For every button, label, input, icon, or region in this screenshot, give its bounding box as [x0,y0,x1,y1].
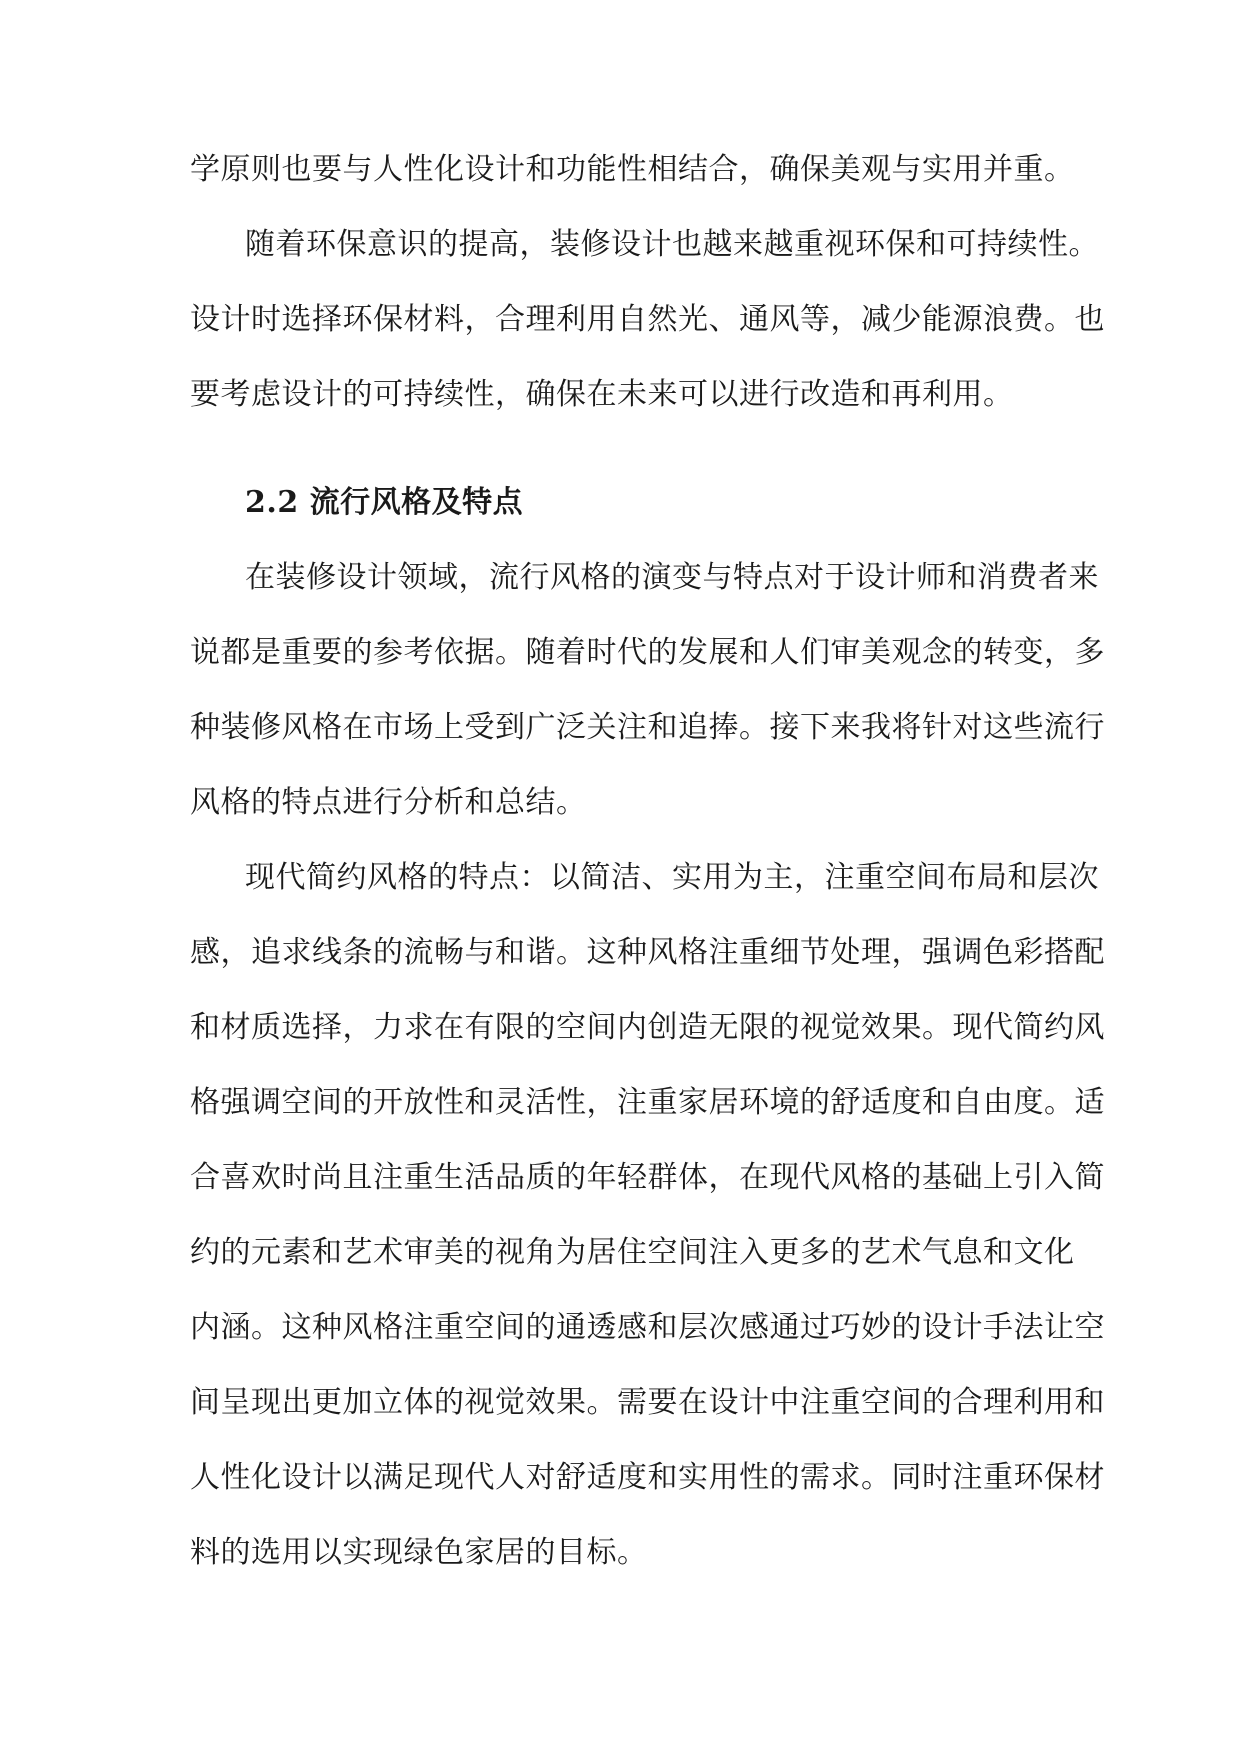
paragraph-line: 设计时选择环保材料，合理利用自然光、通风等，减少能源浪费。也 [190,302,1105,337]
paragraph-line: 人性化设计以满足现代人对舒适度和实用性的需求。同时注重环保材 [190,1460,1105,1495]
paragraph-line: 间呈现出更加立体的视觉效果。需要在设计中注重空间的合理利用和 [190,1385,1105,1420]
paragraph-line: 感，追求线条的流畅与和谐。这种风格注重细节处理，强调色彩搭配 [190,935,1105,970]
paragraph-line: 和材质选择，力求在有限的空间内创造无限的视觉效果。现代简约风 [190,1010,1105,1045]
paragraph-line: 约的元素和艺术审美的视角为居住空间注入更多的艺术气息和文化 [190,1235,1075,1270]
paragraph-line: 在装修设计领域，流行风格的演变与特点对于设计师和消费者来 [245,560,1099,595]
paragraph-line: 合喜欢时尚且注重生活品质的年轻群体，在现代风格的基础上引入简 [190,1160,1105,1195]
paragraph-line: 风格的特点进行分析和总结。 [190,785,587,820]
paragraph-line: 内涵。这种风格注重空间的通透感和层次感通过巧妙的设计手法让空 [190,1310,1105,1345]
paragraph-line: 学原则也要与人性化设计和功能性相结合，确保美观与实用并重。 [190,152,1075,187]
paragraph-line: 种装修风格在市场上受到广泛关注和追捧。接下来我将针对这些流行 [190,710,1105,745]
paragraph-line: 随着环保意识的提高，装修设计也越来越重视环保和可持续性。 [245,227,1099,262]
paragraph-line: 现代简约风格的特点：以简洁、实用为主，注重空间布局和层次 [245,860,1099,895]
paragraph-line: 格强调空间的开放性和灵活性，注重家居环境的舒适度和自由度。适 [190,1085,1105,1120]
section-heading: 2.2 流行风格及特点 [245,485,524,520]
paragraph-line: 料的选用以实现绿色家居的目标。 [190,1535,648,1570]
paragraph-line: 要考虑设计的可持续性，确保在未来可以进行改造和再利用。 [190,377,1014,412]
paragraph-line: 说都是重要的参考依据。随着时代的发展和人们审美观念的转变，多 [190,635,1105,670]
